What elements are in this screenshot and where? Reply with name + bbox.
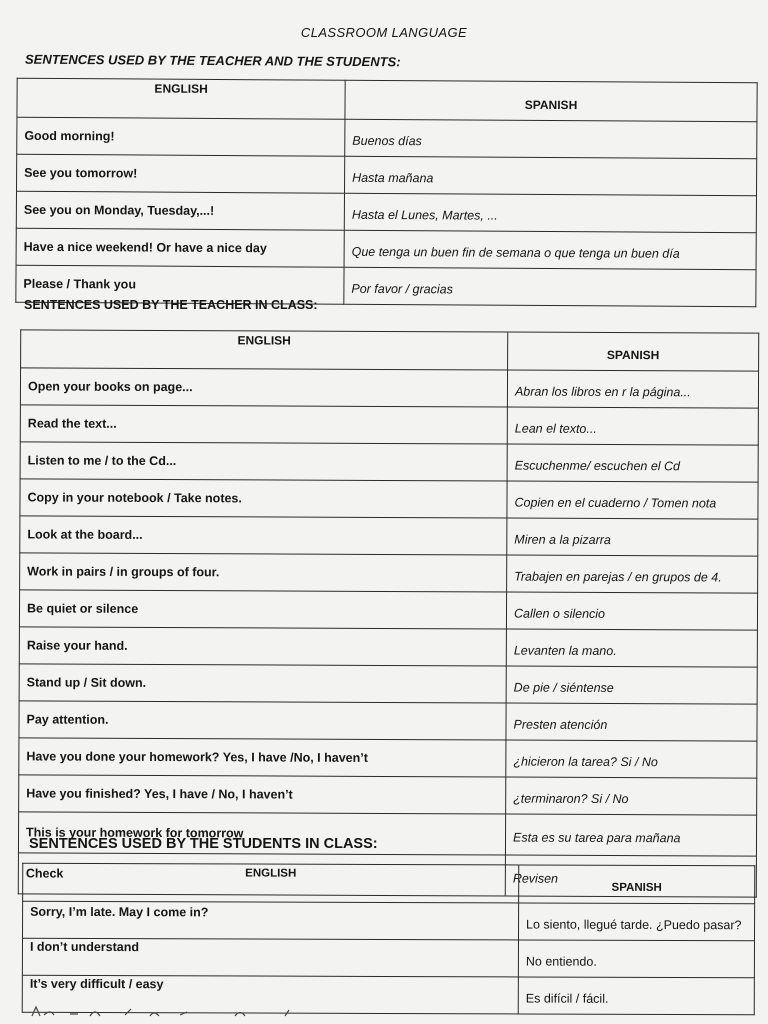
section-heading-students-in-class: SENTENCES USED BY THE STUDENTS IN CLASS: bbox=[29, 836, 378, 852]
english-phrase: See you tomorrow! bbox=[17, 154, 345, 193]
spanish-phrase: Escuchenme/ escuchen el Cd bbox=[507, 444, 758, 482]
spanish-phrase: Presten atención bbox=[506, 703, 757, 741]
spanish-phrase: Que tenga un buen fin de semana o que tenga un buen día bbox=[344, 230, 756, 270]
column-header-english: ENGLISH bbox=[17, 78, 345, 119]
column-header-spanish: SPANISH bbox=[345, 80, 757, 122]
spanish-phrase: Copien en el cuaderno / Tomen nota bbox=[507, 481, 758, 519]
english-phrase: Raise your hand. bbox=[19, 627, 506, 666]
spanish-phrase: No entiendo. bbox=[518, 940, 754, 978]
english-phrase: Have a nice weekend! Or have a nice day bbox=[16, 228, 344, 267]
spanish-phrase: Abran los libros en r la página... bbox=[507, 370, 758, 408]
spanish-phrase: ¿terminaron? Si / No bbox=[506, 777, 757, 815]
document-title: CLASSROOM LANGUAGE bbox=[300, 25, 468, 40]
english-phrase: Listen to me / to the Cd... bbox=[20, 442, 507, 481]
english-phrase: Good morning! bbox=[17, 117, 345, 156]
english-phrase: Copy in your notebook / Take notes. bbox=[20, 479, 507, 518]
table-row bbox=[19, 664, 757, 704]
table-row bbox=[23, 901, 755, 941]
spanish-phrase: Hasta mañana bbox=[344, 156, 756, 196]
spanish-phrase: ¿hicieron la tarea? Si / No bbox=[506, 740, 757, 778]
english-phrase: Pay attention. bbox=[19, 701, 506, 740]
table-row bbox=[20, 442, 758, 482]
english-phrase: It’s very difficult / easy bbox=[22, 975, 518, 1014]
spanish-phrase: Hasta el Lunes, Martes, ... bbox=[344, 193, 756, 233]
english-phrase: I don’t understand bbox=[22, 938, 518, 977]
spanish-phrase: Esta es su tarea para mañana bbox=[505, 814, 756, 856]
spanish-phrase: Es difícil / fácil. bbox=[518, 977, 754, 1015]
english-phrase: Look at the board... bbox=[20, 516, 507, 555]
english-phrase: Open your books on page... bbox=[20, 368, 507, 407]
vocab-table-students-in-class bbox=[22, 863, 756, 1016]
spanish-phrase: Miren a la pizarra bbox=[507, 518, 758, 556]
spanish-phrase: Levanten la mano. bbox=[506, 629, 757, 667]
table-row bbox=[16, 191, 756, 233]
table-row bbox=[20, 516, 758, 556]
spanish-phrase: Por favor / gracias bbox=[344, 267, 756, 307]
english-phrase: Work in pairs / in groups of four. bbox=[20, 553, 507, 592]
table-row bbox=[20, 368, 758, 408]
table-row bbox=[19, 775, 757, 815]
english-phrase: Stand up / Sit down. bbox=[19, 664, 506, 703]
section-heading-teacher-and-students: SENTENCES USED BY THE TEACHER AND THE STUDENTS: bbox=[24, 51, 401, 70]
spanish-phrase: Callen o silencio bbox=[506, 592, 757, 630]
column-header-english: ENGLISH bbox=[21, 330, 508, 370]
table-header-row bbox=[17, 78, 757, 122]
table-header-row bbox=[21, 330, 759, 371]
table-row bbox=[17, 117, 757, 159]
column-header-spanish: SPANISH bbox=[508, 332, 759, 371]
table-row bbox=[20, 553, 758, 593]
vocab-table-teacher-in-class bbox=[18, 329, 759, 897]
table-row bbox=[16, 228, 756, 270]
table-row bbox=[19, 701, 757, 741]
table-row bbox=[17, 154, 757, 196]
table-row bbox=[20, 405, 758, 445]
column-header-english: ENGLISH bbox=[23, 863, 519, 903]
english-phrase: Read the text... bbox=[20, 405, 507, 444]
english-phrase: This is your homework for tomorrow bbox=[18, 812, 505, 855]
table-row bbox=[19, 590, 757, 630]
spanish-phrase: Revisen bbox=[505, 855, 756, 897]
english-phrase: Sorry, I’m late. May I come in? bbox=[23, 901, 519, 940]
english-phrase: Check bbox=[18, 853, 505, 896]
table-header-row bbox=[23, 863, 755, 904]
spanish-phrase: Lean el texto... bbox=[507, 407, 758, 445]
table-row bbox=[22, 938, 754, 978]
vocab-table-teacher-and-students bbox=[15, 78, 757, 308]
english-phrase: Please / Thank you bbox=[16, 265, 344, 304]
english-phrase: Be quiet or silence bbox=[19, 590, 506, 629]
table-row bbox=[20, 479, 758, 519]
english-phrase: Have you finished? Yes, I have / No, I haven’t bbox=[19, 775, 506, 814]
table-row bbox=[19, 627, 757, 667]
column-header-spanish: SPANISH bbox=[519, 865, 755, 904]
spanish-phrase: Lo siento, llegué tarde. ¿Puedo pasar? bbox=[518, 903, 754, 941]
english-phrase: Have you done your homework? Yes, I have /No, I haven’t bbox=[19, 738, 506, 777]
english-phrase: See you on Monday, Tuesday,...! bbox=[16, 191, 344, 230]
spanish-phrase: De pie / siéntense bbox=[506, 666, 757, 704]
section-heading-teacher-in-class: SENTENCES USED BY THE TEACHER IN CLASS: bbox=[24, 298, 318, 312]
table-row bbox=[19, 738, 757, 778]
cut-off-handwriting-marks bbox=[30, 1004, 310, 1018]
spanish-phrase: Buenos días bbox=[345, 119, 757, 159]
spanish-phrase: Trabajen en parejas / en grupos de 4. bbox=[507, 555, 758, 593]
